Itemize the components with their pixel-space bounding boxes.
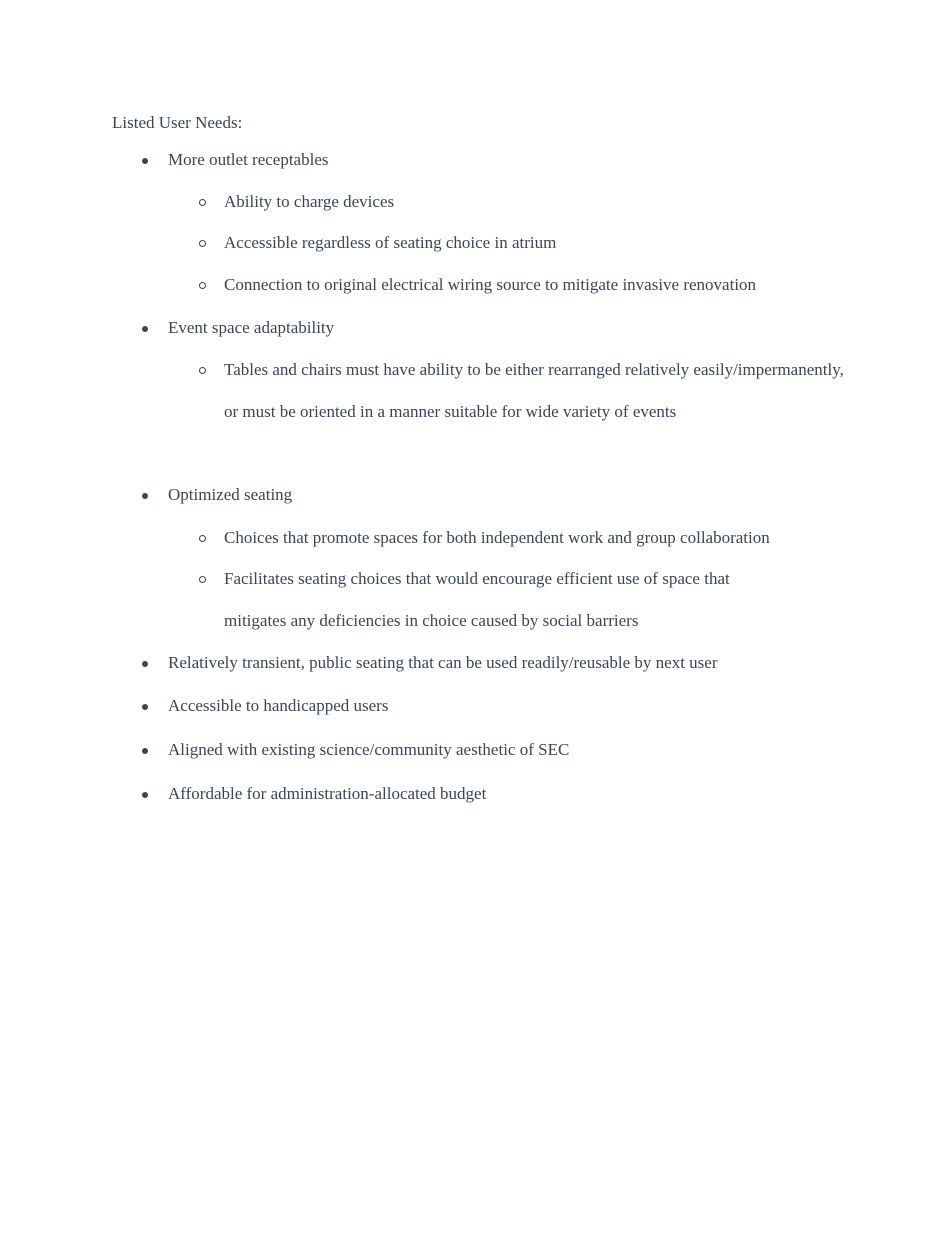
- bullet-icon: [139, 653, 151, 673]
- circle-bullet-icon: [196, 359, 208, 379]
- sub-need-text: Accessible regardless of seating choice in atrium: [224, 233, 557, 252]
- sub-need-text: Facilitates seating choices that would encourage efficient use of space that mitigates any deficiencies in choice caused by social barriers: [224, 569, 730, 630]
- need-label: Affordable for administration-allocated budget: [168, 784, 487, 803]
- need-label: Relatively transient, public seating that can be used readily/reusable by next user: [168, 653, 718, 672]
- need-label: Optimized seating: [168, 485, 293, 504]
- circle-bullet-icon: [196, 191, 208, 211]
- bullet-icon: [139, 740, 151, 760]
- bullet-icon: [139, 485, 151, 505]
- sub-need-text: Choices that promote spaces for both independent work and group collaboration: [224, 528, 770, 547]
- circle-bullet-icon: [196, 568, 208, 588]
- bullet-icon: [139, 696, 151, 716]
- bullet-icon: [139, 150, 151, 170]
- circle-bullet-icon: [196, 527, 208, 547]
- sub-need-text: Ability to charge devices: [224, 192, 395, 211]
- sub-need-text: Connection to original electrical wiring source to mitigate invasive renovation: [224, 275, 757, 294]
- sub-need-text: Tables and chairs must have ability to be either rearranged relatively easily/impermanently, or must be oriented in a manner suitable for wide variety of events: [224, 360, 844, 421]
- need-label: Event space adaptability: [168, 318, 335, 337]
- circle-bullet-icon: [196, 232, 208, 252]
- circle-bullet-icon: [196, 274, 208, 294]
- bullet-icon: [139, 784, 151, 804]
- bullet-icon: [139, 318, 151, 338]
- need-label: Accessible to handicapped users: [168, 696, 389, 715]
- list-heading: Listed User Needs:: [112, 113, 243, 132]
- need-label: Aligned with existing science/community aesthetic of SEC: [168, 740, 570, 759]
- need-label: More outlet receptables: [168, 150, 329, 169]
